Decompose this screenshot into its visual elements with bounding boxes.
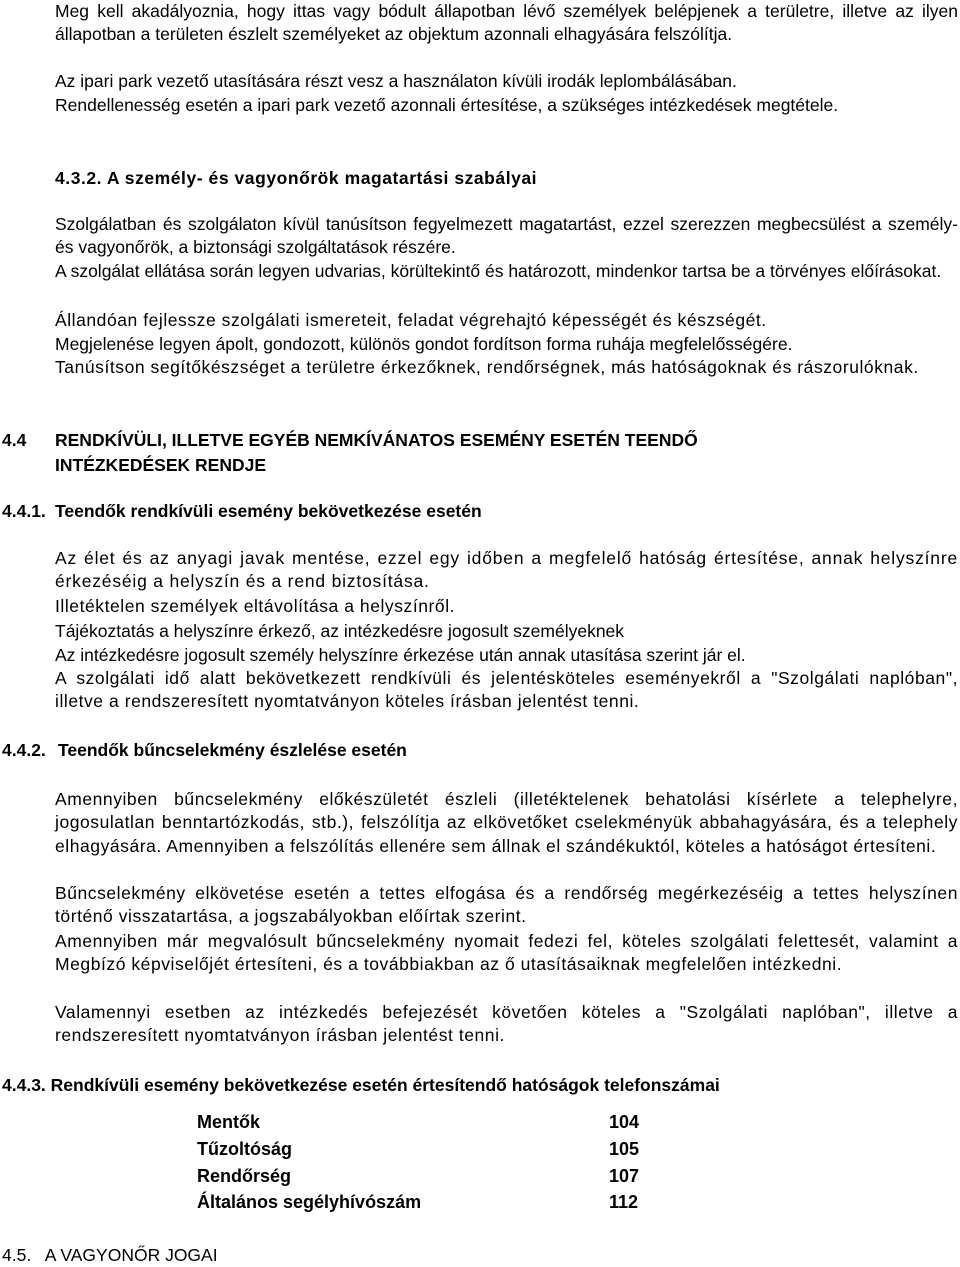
intro-paragraph-3: Rendellenesség esetén a ipari park vezető azonnali értesítése, a szükséges intézkedések megtétele. bbox=[55, 95, 839, 115]
authority-name: Mentők bbox=[197, 1112, 260, 1132]
intro-paragraph-2: Az ipari park vezető utasítására részt vesz a használaton kívüli irodák leplombálásában. bbox=[55, 71, 737, 91]
phone-number: 107 bbox=[609, 1165, 640, 1186]
section-4-4-title-line-2: INTÉZKEDÉSEK RENDJE bbox=[55, 455, 267, 475]
section-4-3-2-paragraph-3: Állandóan fejlessze szolgálati ismereteit, feladat végrehajtó képességét és készségét. bbox=[55, 310, 767, 330]
section-4-4-2-heading bbox=[0, 738, 960, 764]
phone-row bbox=[197, 1189, 639, 1216]
section-4-3-2-paragraph-5: Tanúsítson segítőkészséget a területre érkezőknek, rendőrségnek, más hatóságoknak és rászorulóknak. bbox=[55, 357, 919, 377]
phone-number: 112 bbox=[609, 1192, 639, 1213]
section-4-3-2-paragraph-1: Szolgálatban és szolgálaton kívül tanúsítson fegyelmezett magatartást, ezzel szerezzen megbecsülést a személy- és vagyonőrök, a biztonsági szolgáltatások részére. bbox=[55, 214, 958, 258]
phone-numbers-table bbox=[197, 1109, 639, 1216]
section-4-4-2-title: Teendők bűncselekmény észlelése esetén bbox=[58, 740, 407, 760]
section-4-3-2-heading: 4.3.2. A személy- és vagyonőrök magatartási szabályai bbox=[55, 168, 538, 188]
section-4-4-1-paragraph-5: A szolgálati idő alatt bekövetkezett rendkívüli és jelentésköteles eseményekről a "Szolgálati naplóban", illetve a rendszeresített nyomtatványon köteles írásban jelentést tenni. bbox=[55, 668, 958, 712]
authority-name: Tűzoltóság bbox=[197, 1138, 292, 1159]
section-4-4-1-paragraph-3: Tájékoztatás a helyszínre érkező, az intézkedésre jogosult személyeknek bbox=[55, 621, 625, 641]
section-4-4-2-number: 4.4.2. bbox=[2, 740, 46, 760]
section-4-3-2-paragraph-4: Megjelenése legyen ápolt, gondozott, különös gondot fordítson forma ruhája megfelelősségére. bbox=[55, 334, 793, 354]
section-4-4-1-paragraph-1: Az élet és az anyagi javak mentése, ezzel egy időben a megfelelő hatóság értesítése, annak helyszínre érkezéséig a helyszín és a rend biztosítása. bbox=[55, 548, 958, 592]
section-4-4-2-paragraph-2: Bűncselekmény elkövetése esetén a tettes elfogása és a rendőrség megérkezéséig a tettes helyszínen történő visszatartása, a jogszabályokban előírtak szerint. bbox=[55, 883, 958, 927]
section-4-4-2-paragraph-1: Amennyiben bűncselekmény előkészületét észleli (illetéktelenek behatolási kísérlete a telephelyre, jogosulatlan benntartózkodás, stb.), felszólítja az elkövetőket cselekményük abbahagyására, és a telephely elhagyására. Amennyiben a felszólítás ellenére sem állnak el szándékuktól, köteles a hatóságot értesíteni. bbox=[55, 789, 958, 856]
section-4-4-2-paragraph-4: Valamennyi esetben az intézkedés befejezését követően köteles a "Szolgálati naplóban", illetve a rendszeresített nyomtatványon írásban jelentést tenni. bbox=[55, 1002, 958, 1046]
section-4-4-1-title: Teendők rendkívüli esemény bekövetkezése esetén bbox=[55, 501, 482, 521]
section-4-5-heading: 4.5. A VAGYONŐR JOGAI bbox=[2, 1245, 218, 1265]
section-4-4-1-heading bbox=[0, 499, 960, 525]
section-4-4-2-paragraph-3: Amennyiben már megvalósult bűncselekmény nyomait fedezi fel, köteles szolgálati felettesét, valamint a Megbízó képviselőjét értesíteni, és a továbbiakban az ő utasításaiknak megfelelően intézkedni. bbox=[55, 931, 958, 975]
section-4-3-2-paragraph-2: A szolgálat ellátása során legyen udvarias, körültekintő és határozott, mindenkor tartsa be a törvényes előírásokat. bbox=[55, 261, 942, 281]
section-4-4-title-line-1: RENDKÍVÜLI, ILLETVE EGYÉB NEMKÍVÁNATOS ESEMÉNY ESETÉN TEENDŐ bbox=[55, 430, 698, 450]
section-4-4-1-paragraph-2: Illetéktelen személyek eltávolítása a helyszínről. bbox=[55, 596, 456, 616]
section-4-4-heading bbox=[0, 428, 960, 480]
section-4-4-1-paragraph-4: Az intézkedésre jogosult személy helyszínre érkezése után annak utasítása szerint jár el. bbox=[55, 645, 746, 665]
phone-row bbox=[197, 1136, 639, 1163]
phone-row bbox=[197, 1109, 639, 1136]
phone-number: 104 bbox=[609, 1112, 640, 1132]
phone-row bbox=[197, 1163, 639, 1190]
authority-name: Általános segélyhívószám bbox=[197, 1192, 422, 1213]
authority-name: Rendőrség bbox=[197, 1165, 292, 1186]
section-4-4-3-heading: 4.4.3. Rendkívüli esemény bekövetkezése esetén értesítendő hatóságok telefonszámai bbox=[2, 1075, 720, 1095]
phone-number: 105 bbox=[609, 1138, 640, 1159]
section-4-4-number: 4.4 bbox=[2, 430, 27, 450]
section-4-4-1-number: 4.4.1. bbox=[2, 501, 46, 521]
intro-paragraph-1: Meg kell akadályoznia, hogy ittas vagy bódult állapotban lévő személyek belépjenek a területre, illetve az ilyen állapotban a területen észlelt személyeket az objektum azonnali elhagyására felszólítja. bbox=[55, 1, 958, 45]
